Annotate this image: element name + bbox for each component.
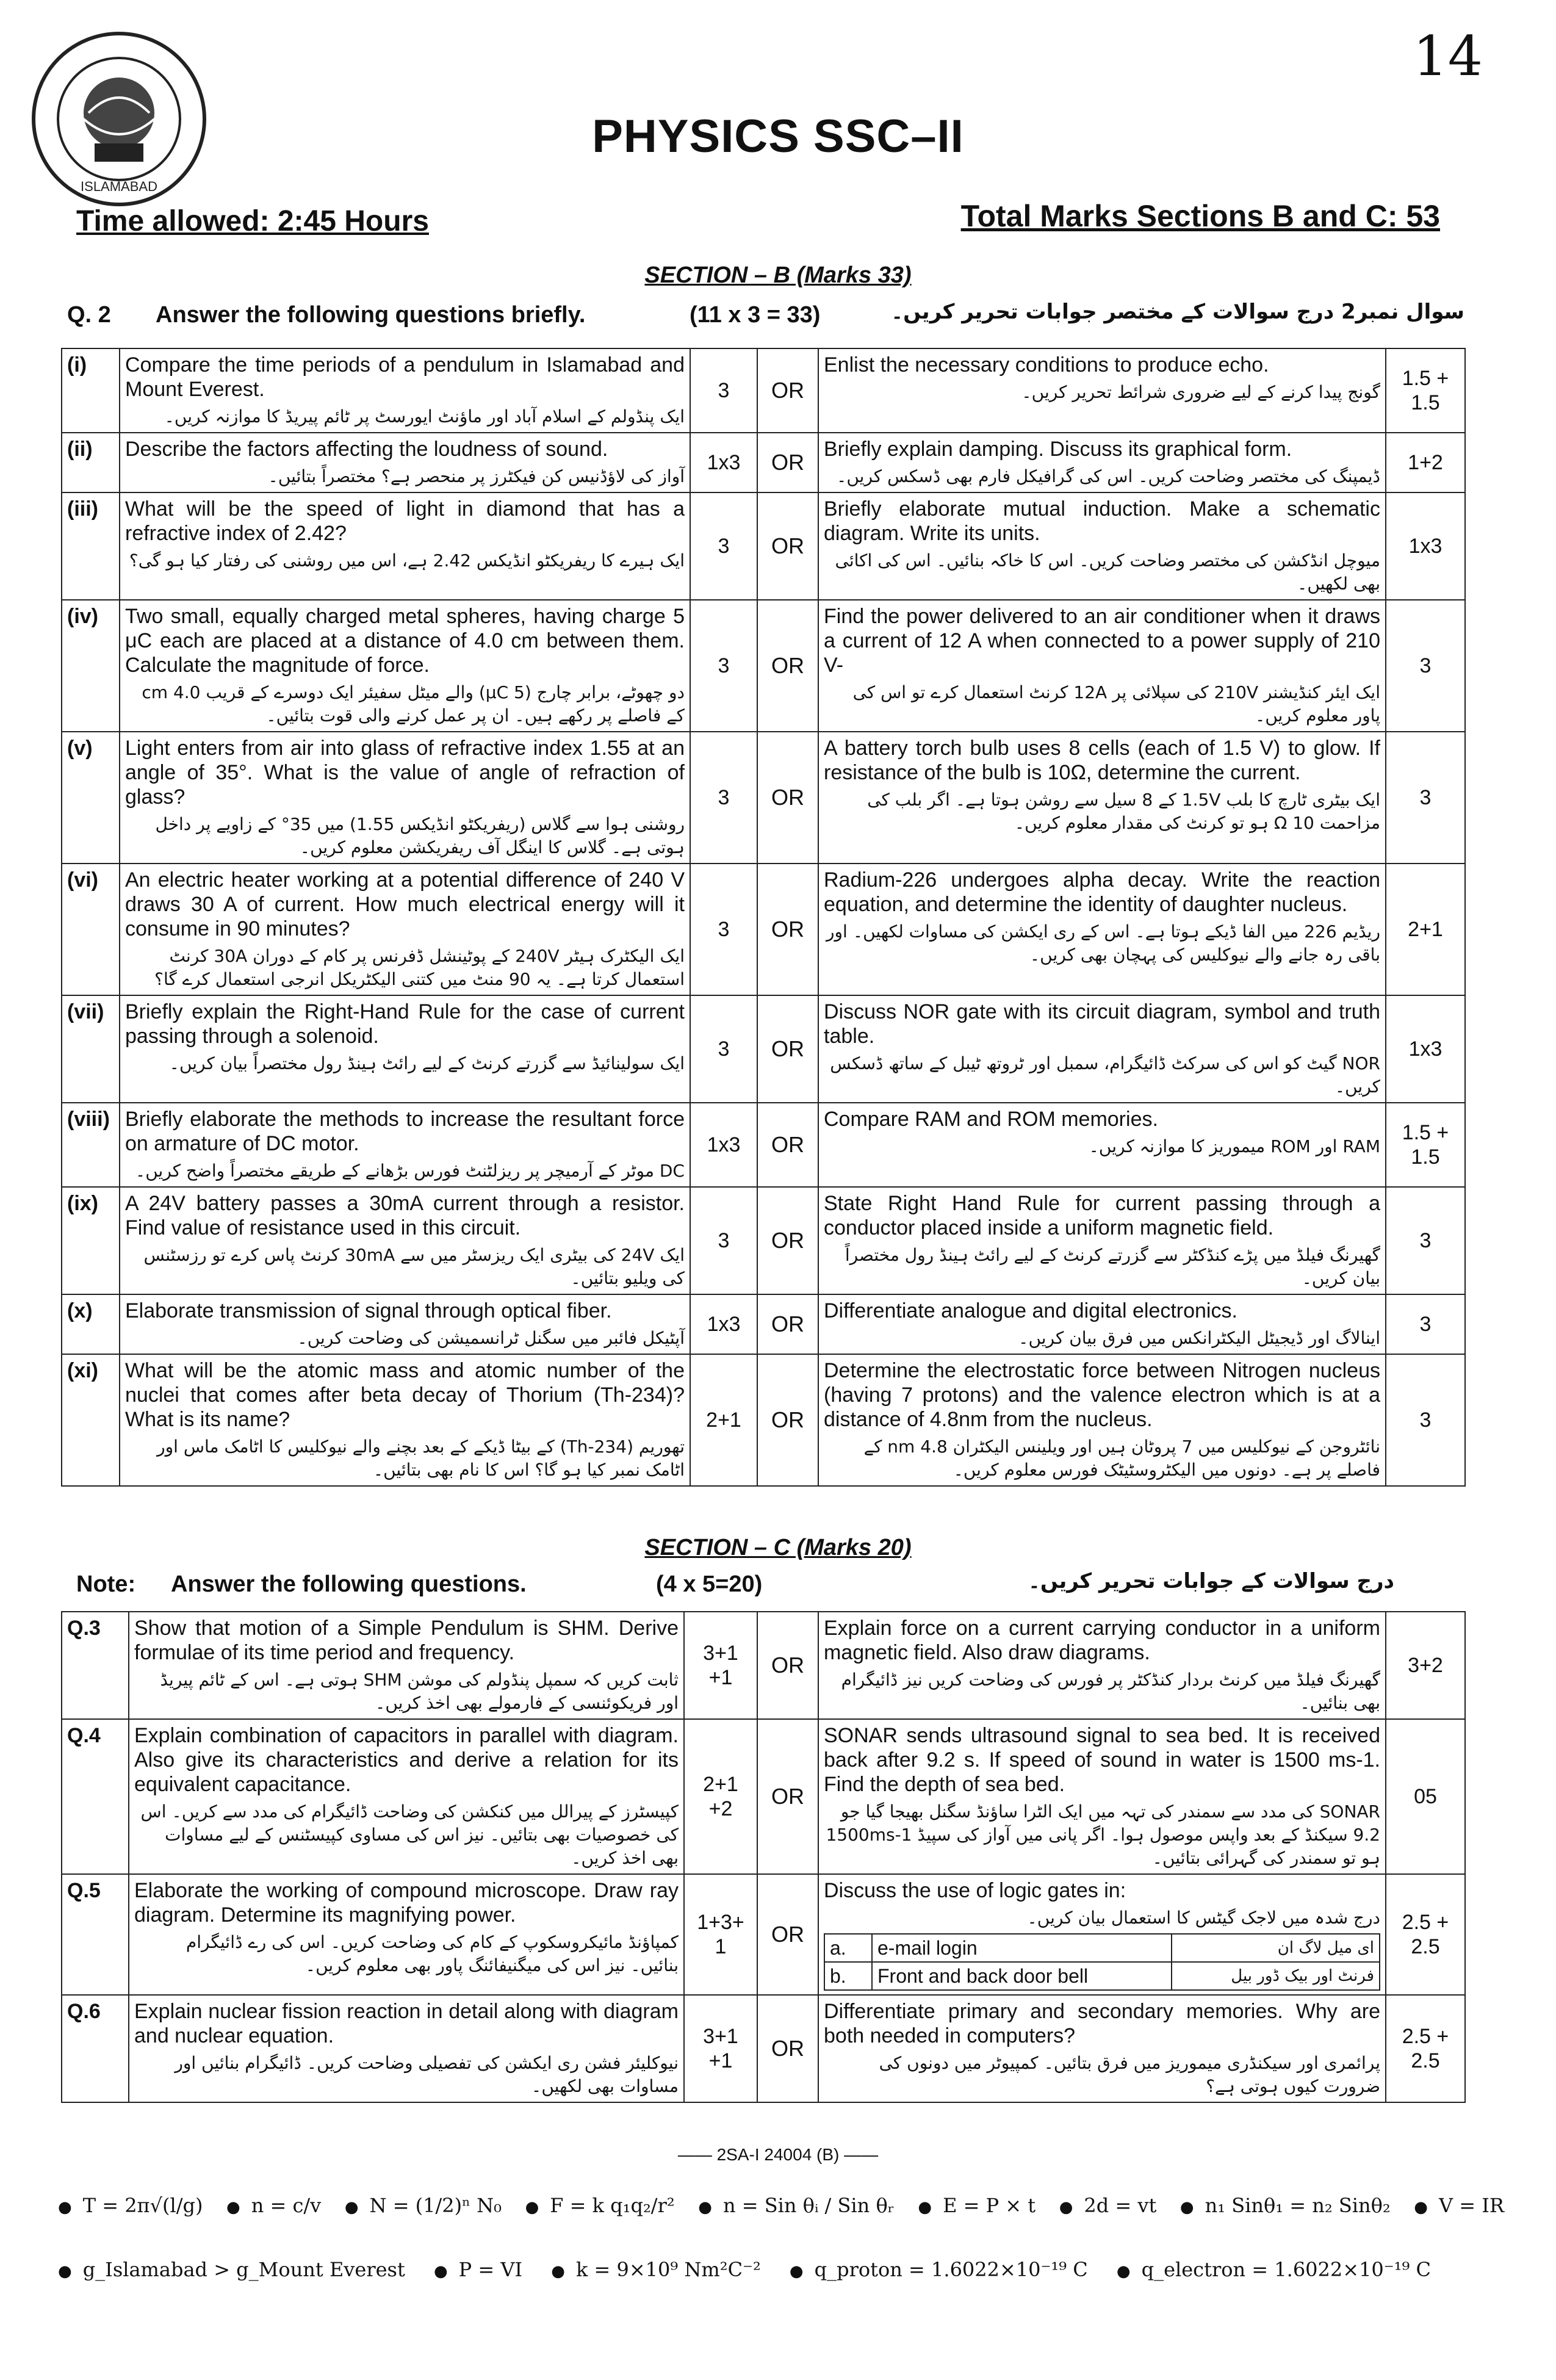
left-marks: 3+1 +1 xyxy=(684,1612,757,1719)
left-marks: 2+1 +2 xyxy=(684,1719,757,1874)
left-question-urdu: نیوکلیئر فشن ری ایکشن کی تفصیلی وضاحت کریں۔ ڈائیگرام بنائیں اور مساوات بھی لکھیں۔ xyxy=(175,2053,679,2096)
right-question xyxy=(818,732,1386,864)
or-label: OR xyxy=(757,1719,818,1874)
or-label: OR xyxy=(757,1874,818,1995)
formula-item xyxy=(698,2194,895,2217)
or-label: OR xyxy=(757,492,818,600)
sub-part-text: e-mail login xyxy=(872,1934,1172,1962)
question-number: Q.4 xyxy=(62,1719,129,1874)
formula-text: q_proton = 1.6022×10⁻¹⁹ C xyxy=(814,2258,1088,2281)
page-number: 14 xyxy=(1413,24,1483,88)
right-question-text: Determine the electrostatic force between Nitrogen nucleus (having 7 protons) and the valence electron which is at a distance of 4.8nm from the nucleus. xyxy=(824,1359,1380,1431)
or-label: OR xyxy=(757,1187,818,1294)
right-question xyxy=(818,1612,1386,1719)
question-number: (ix) xyxy=(62,1187,120,1294)
bullet-icon: ● xyxy=(58,2198,72,2216)
q2-label: Q. 2 xyxy=(67,302,111,328)
formula-text: N = (1/2)ⁿ N₀ xyxy=(369,2194,502,2217)
right-question-text: Discuss the use of logic gates in: xyxy=(824,1879,1126,1902)
right-question-urdu: NOR گیٹ کو اس کی سرکٹ ڈائیگرام، سمبل اور ٹروتھ ٹیبل کے ساتھ ڈسکس کریں۔ xyxy=(830,1053,1380,1097)
left-question xyxy=(120,1103,690,1187)
formula-text: n = c/v xyxy=(251,2194,322,2217)
question-row xyxy=(62,1995,1465,2102)
formula-text: k = 9×10⁹ Nm²C⁻² xyxy=(575,2258,761,2281)
left-question-text: Elaborate the working of compound microscope. Draw ray diagram. Determine its magnifying power. xyxy=(134,1879,679,1927)
question-row xyxy=(62,1874,1465,1995)
section-c-marks: (4 x 5=20) xyxy=(656,1571,763,1597)
left-question-text: Briefly elaborate the methods to increase the resultant force on armature of DC motor. xyxy=(125,1108,685,1155)
paper-title: PHYSICS SSC–II xyxy=(592,110,964,162)
question-row xyxy=(62,864,1465,995)
formula-item xyxy=(1414,2194,1504,2217)
section-b-heading: SECTION – B (Marks 33) xyxy=(644,262,912,288)
q2-instruction: Answer the following questions briefly. xyxy=(156,302,586,328)
left-question xyxy=(120,995,690,1103)
section-c-table xyxy=(61,1611,1466,2103)
right-marks: 1+2 xyxy=(1386,433,1465,492)
right-question-urdu: پرائمری اور سیکنڈری میموریز میں فرق بتائیں۔ کمپیوٹر میں دونوں کی ضرورت کیوں ہوتی ہے؟ xyxy=(879,2053,1380,2096)
question-number: (x) xyxy=(62,1294,120,1354)
left-question-urdu: تھوریم (Th-234) کے بیٹا ڈیکے کے بعد بچنے والے نیوکلیس کا اٹامک ماس اور اٹامک نمبر کیا ہو گا؟ اس کا نام بھی بتائیں۔ xyxy=(157,1437,685,1480)
left-question-urdu: ایک 24V کی بیٹری ایک ریزسٹر میں سے 30mA کرنٹ پاس کرے تو رزسٹنس کی ویلیو بتائیں۔ xyxy=(143,1245,685,1288)
formula-item xyxy=(1180,2194,1391,2217)
left-marks: 1+3+ 1 xyxy=(684,1874,757,1995)
right-question xyxy=(818,1995,1386,2102)
question-row xyxy=(62,1294,1465,1354)
q2-urdu-instruction: سوال نمبر2 درج سوالات کے مختصر جوابات تحریر کریں۔ xyxy=(891,300,1464,324)
bullet-icon: ● xyxy=(58,2262,72,2281)
right-question xyxy=(818,1103,1386,1187)
left-question xyxy=(120,1354,690,1486)
left-question-urdu: دو چھوٹے، برابر چارج (5 μC) والے میٹل سفیئر ایک دوسرے کے قریب 4.0 cm کے فاصلے پر رکھے ہیں۔ ان پر عمل کرنے والی قوت بتائیں۔ xyxy=(142,682,685,726)
right-marks: 3 xyxy=(1386,1354,1465,1486)
left-marks: 3 xyxy=(690,732,757,864)
or-label: OR xyxy=(757,1294,818,1354)
or-label: OR xyxy=(757,433,818,492)
right-question-urdu: درج شدہ میں لاجک گیٹس کا استعمال بیان کریں۔ xyxy=(1027,1908,1380,1928)
left-marks: 1x3 xyxy=(690,1294,757,1354)
right-marks: 1x3 xyxy=(1386,995,1465,1103)
bullet-icon: ● xyxy=(918,2198,932,2216)
total-marks: Total Marks Sections B and C: 53 xyxy=(960,199,1440,233)
formula-row-2 xyxy=(58,2258,1431,2281)
formula-item xyxy=(790,2258,1088,2281)
left-question-text: An electric heater working at a potential difference of 240 V draws 30 A of current. How much electrical energy will it consume in 90 minutes? xyxy=(125,868,685,940)
question-row xyxy=(62,492,1465,600)
sub-part-urdu: فرنٹ اور بیک ڈور بیل xyxy=(1172,1962,1380,1990)
left-question xyxy=(120,433,690,492)
left-question-text: What will be the atomic mass and atomic number of the nuclei that comes after beta decay of Thorium (Th-234)? What is its name? xyxy=(125,1359,685,1431)
formula-text: V = IR xyxy=(1438,2194,1504,2217)
right-marks: 05 xyxy=(1386,1719,1465,1874)
paper-code: —— 2SA-I 24004 (B) —— xyxy=(677,2145,879,2164)
right-question-urdu: گونج پیدا کرنے کے لیے ضروری شرائط تحریر کریں۔ xyxy=(1021,382,1380,402)
formula-item xyxy=(525,2194,675,2217)
formula-text: g_Islamabad > g_Mount Everest xyxy=(82,2258,405,2281)
question-number: (i) xyxy=(62,348,120,433)
formula-text: 2d = vt xyxy=(1084,2194,1157,2217)
right-question-text: SONAR sends ultrasound signal to sea bed. It is received back after 9.2 s. If speed of sound in water is 1500 ms-1. Find the depth of sea bed. xyxy=(824,1724,1380,1796)
formula-item xyxy=(434,2258,522,2281)
left-marks: 1x3 xyxy=(690,1103,757,1187)
bullet-icon: ● xyxy=(525,2198,539,2216)
left-marks: 3 xyxy=(690,600,757,732)
right-marks: 1x3 xyxy=(1386,492,1465,600)
question-row xyxy=(62,600,1465,732)
right-question xyxy=(818,600,1386,732)
sub-part-row xyxy=(824,1934,1380,1962)
right-marks: 3 xyxy=(1386,732,1465,864)
right-question-urdu: SONAR کی مدد سے سمندر کی تہہ میں ایک الٹرا ساؤنڈ سگنل بھیجا گیا جو 9.2 سیکنڈ کے بعد واپس موصول ہوا۔ اگر پانی میں آواز کی سپیڈ 1500ms-1 ہو تو سمندر کی گہرائی بتائیں۔ xyxy=(826,1801,1380,1868)
or-label: OR xyxy=(757,1995,818,2102)
right-marks: 3 xyxy=(1386,1294,1465,1354)
right-question-text: Differentiate analogue and digital electronics. xyxy=(824,1299,1237,1322)
right-question-text: Radium-226 undergoes alpha decay. Write the reaction equation, and determine the identity of daughter nucleus. xyxy=(824,868,1380,916)
right-question-urdu: ریڈیم 226 میں الفا ڈیکے ہوتا ہے۔ اس کے ری ایکشن کی مساوات لکھیں۔ اور باقی رہ جانے والے نیوکلیس کی پہچان بھی کریں۔ xyxy=(826,921,1380,965)
or-label: OR xyxy=(757,1612,818,1719)
or-label: OR xyxy=(757,732,818,864)
right-question-text: Discuss NOR gate with its circuit diagram, symbol and truth table. xyxy=(824,1000,1380,1048)
formula-item xyxy=(226,2194,321,2217)
question-number: (v) xyxy=(62,732,120,864)
left-question xyxy=(129,1874,684,1995)
question-row xyxy=(62,1187,1465,1294)
question-row xyxy=(62,433,1465,492)
formula-item xyxy=(1117,2258,1431,2281)
formula-text: q_electron = 1.6022×10⁻¹⁹ C xyxy=(1141,2258,1431,2281)
right-question-urdu: اینالاگ اور ڈیجیٹل الیکٹرانکس میں فرق بیان کریں۔ xyxy=(1018,1328,1380,1348)
formula-item xyxy=(918,2194,1036,2217)
section-c-heading: SECTION – C (Marks 20) xyxy=(644,1535,912,1560)
left-question-text: Explain combination of capacitors in parallel with diagram. Also give its characteristics and derive a relation for its equivalent capacitance. xyxy=(134,1724,679,1796)
right-question-urdu: گھیرنگ فیلڈ میں پڑے کنڈکٹر سے گزرتے کرنٹ کے لیے رائٹ ہینڈ رول مختصراً بیان کریں۔ xyxy=(845,1245,1380,1288)
left-question-text: Elaborate transmission of signal through optical fiber. xyxy=(125,1299,612,1322)
formula-text: n = Sin θᵢ / Sin θᵣ xyxy=(722,2194,895,2217)
formula-text: T = 2π√(l/g) xyxy=(82,2194,203,2217)
or-label: OR xyxy=(757,1103,818,1187)
sub-part-row xyxy=(824,1962,1380,1990)
bullet-icon: ● xyxy=(433,2262,448,2281)
sub-part-urdu: ای میل لاگ ان xyxy=(1172,1934,1380,1962)
right-question-text: State Right Hand Rule for current passing through a conductor placed inside a uniform magnetic field. xyxy=(824,1192,1380,1239)
left-marks: 3+1 +1 xyxy=(684,1995,757,2102)
sub-parts-table xyxy=(824,1933,1380,1991)
right-question-text: Differentiate primary and secondary memories. Why are both needed in computers? xyxy=(824,2000,1380,2047)
left-question-text: A 24V battery passes a 30mA current through a resistor. Find value of resistance used in this circuit. xyxy=(125,1192,685,1239)
right-question-urdu: ایک بیٹری ٹارچ کا بلب 1.5V کے 8 سیل سے روشن ہوتا ہے۔ اگر بلب کی مزاحمت 10 Ω ہو تو کرنٹ کی مقدار معلوم کریں۔ xyxy=(867,790,1380,833)
right-question-text: A battery torch bulb uses 8 cells (each of 1.5 V) to glow. If resistance of the bulb is 10Ω, determine the current. xyxy=(824,737,1380,784)
question-number: (vii) xyxy=(62,995,120,1103)
sub-part-label: b. xyxy=(824,1962,872,1990)
right-question xyxy=(818,995,1386,1103)
left-marks: 3 xyxy=(690,864,757,995)
right-question xyxy=(818,1874,1386,1995)
left-question-text: Describe the factors affecting the loudness of sound. xyxy=(125,438,608,461)
left-question-urdu: ایک پنڈولم کے اسلام آباد اور ماؤنٹ ایورسٹ پر ٹائم پیریڈ کا موازنہ کریں۔ xyxy=(164,406,685,427)
right-question xyxy=(818,1294,1386,1354)
or-label: OR xyxy=(757,348,818,433)
bullet-icon: ● xyxy=(698,2198,712,2216)
right-question-urdu: ڈیمپنگ کی مختصر وضاحت کریں۔ اس کی گرافیکل فارم بھی ڈسکس کریں۔ xyxy=(836,466,1380,486)
question-row xyxy=(62,1612,1465,1719)
left-question-urdu: ایک ہیرے کا ریفریکٹو انڈیکس 2.42 ہے، اس میں روشنی کی رفتار کیا ہو گی؟ xyxy=(129,550,685,571)
right-question xyxy=(818,864,1386,995)
left-question-text: Briefly explain the Right-Hand Rule for the case of current passing through a solenoid. xyxy=(125,1000,685,1048)
left-question xyxy=(129,1719,684,1874)
right-question-text: Explain force on a current carrying conductor in a uniform magnetic field. Also draw diagrams. xyxy=(824,1617,1380,1664)
right-question xyxy=(818,348,1386,433)
or-label: OR xyxy=(757,1354,818,1486)
left-question xyxy=(120,864,690,995)
right-marks: 1.5 + 1.5 xyxy=(1386,1103,1465,1187)
bullet-icon: ● xyxy=(1116,2262,1131,2281)
sub-part-text: Front and back door bell xyxy=(872,1962,1172,1990)
right-marks: 2.5 + 2.5 xyxy=(1386,1874,1465,1995)
right-marks: 2.5 + 2.5 xyxy=(1386,1995,1465,2102)
note-label: Note: xyxy=(76,1571,136,1597)
or-label: OR xyxy=(757,995,818,1103)
bullet-icon: ● xyxy=(1180,2198,1194,2216)
question-row xyxy=(62,348,1465,433)
or-label: OR xyxy=(757,864,818,995)
right-question-urdu: ایک ایئر کنڈیشنر 210V کی سپلائی پر 12A کرنٹ استعمال کرے تو اس کی پاور معلوم کریں۔ xyxy=(852,682,1380,726)
right-question-text: Find the power delivered to an air conditioner when it draws a current of 12 A when connected to a power supply of 210 V- xyxy=(824,605,1380,677)
bullet-icon: ● xyxy=(344,2198,359,2216)
section-c-urdu-instruction: درج سوالات کے جوابات تحریر کریں۔ xyxy=(1028,1569,1394,1593)
bullet-icon: ● xyxy=(789,2262,804,2281)
right-question xyxy=(818,1187,1386,1294)
formula-text: P = VI xyxy=(458,2258,523,2281)
right-question-text: Briefly explain damping. Discuss its graphical form. xyxy=(824,438,1292,461)
left-question xyxy=(120,732,690,864)
question-number: (iii) xyxy=(62,492,120,600)
bullet-icon: ● xyxy=(226,2198,240,2216)
left-marks: 2+1 xyxy=(690,1354,757,1486)
right-question-urdu: میوچل انڈکشن کی مختصر وضاحت کریں۔ اس کا خاکہ بنائیں۔ اس کی اکائی بھی لکھیں۔ xyxy=(835,550,1380,594)
right-question-text: Briefly elaborate mutual induction. Make a schematic diagram. Write its units. xyxy=(824,497,1380,545)
right-question-text: Enlist the necessary conditions to produce echo. xyxy=(824,353,1269,377)
left-question-urdu: DC موٹر کے آرمیچر پر ریزلٹنٹ فورس بڑھانے کے طریقے مختصراً واضح کریں۔ xyxy=(135,1161,685,1181)
right-marks: 1.5 + 1.5 xyxy=(1386,348,1465,433)
left-marks: 3 xyxy=(690,1187,757,1294)
question-number: Q.3 xyxy=(62,1612,129,1719)
formula-row-1 xyxy=(58,2194,1504,2217)
left-question-urdu: آپٹیکل فائبر میں سگنل ٹرانسمیشن کی وضاحت کریں۔ xyxy=(297,1328,685,1348)
right-marks: 3 xyxy=(1386,1187,1465,1294)
right-question xyxy=(818,1719,1386,1874)
formula-item xyxy=(551,2258,761,2281)
question-number: (ii) xyxy=(62,433,120,492)
left-question xyxy=(129,1612,684,1719)
question-row xyxy=(62,995,1465,1103)
question-number: (xi) xyxy=(62,1354,120,1486)
left-question-text: Compare the time periods of a pendulum in Islamabad and Mount Everest. xyxy=(125,353,685,401)
formula-item xyxy=(345,2194,502,2217)
left-question-urdu: ایک سولینائیڈ سے گزرتے کرنٹ کے لیے رائٹ ہینڈ رول مختصراً بیان کریں۔ xyxy=(169,1053,685,1073)
left-marks: 1x3 xyxy=(690,433,757,492)
section-b-table xyxy=(61,348,1466,1487)
question-number: (viii) xyxy=(62,1103,120,1187)
left-marks: 3 xyxy=(690,492,757,600)
question-row xyxy=(62,1719,1465,1874)
right-question xyxy=(818,1354,1386,1486)
left-question xyxy=(120,492,690,600)
left-question-text: What will be the speed of light in diamond that has a refractive index of 2.42? xyxy=(125,497,685,545)
left-question-urdu: ایک الیکٹرک ہیٹر 240V کے پوٹینشل ڈفرنس پر کام کے دوران 30A کرنٹ استعمال کرتا ہے۔ یہ 90 منٹ میں کتنی الیکٹریکل انرجی استعمال کرے گا؟ xyxy=(154,946,685,989)
bullet-icon: ● xyxy=(551,2262,565,2281)
bullet-icon: ● xyxy=(1414,2198,1428,2216)
question-number: (vi) xyxy=(62,864,120,995)
question-number: (iv) xyxy=(62,600,120,732)
right-marks: 3 xyxy=(1386,600,1465,732)
right-marks: 3+2 xyxy=(1386,1612,1465,1719)
left-question-text: Explain nuclear fission reaction in detail along with diagram and nuclear equation. xyxy=(134,2000,679,2047)
left-question-text: Show that motion of a Simple Pendulum is SHM. Derive formulae of its time period and frequency. xyxy=(134,1617,679,1664)
left-question xyxy=(129,1995,684,2102)
right-question xyxy=(818,433,1386,492)
formula-text: F = k q₁q₂/r² xyxy=(550,2194,675,2217)
question-row xyxy=(62,1103,1465,1187)
question-number: Q.6 xyxy=(62,1995,129,2102)
formula-item xyxy=(58,2258,405,2281)
section-c-instruction: Answer the following questions. xyxy=(171,1571,527,1597)
right-question-text: Compare RAM and ROM memories. xyxy=(824,1108,1158,1131)
formula-text: n₁ Sinθ₁ = n₂ Sinθ₂ xyxy=(1205,2194,1391,2217)
left-marks: 3 xyxy=(690,348,757,433)
left-question-text: Two small, equally charged metal spheres, having charge 5 μC each are placed at a distance of 4.0 cm between them. Calculate the magnitude of force. xyxy=(125,605,685,677)
question-row xyxy=(62,732,1465,864)
svg-text:ISLAMABAD: ISLAMABAD xyxy=(81,179,157,194)
right-question xyxy=(818,492,1386,600)
or-label: OR xyxy=(757,600,818,732)
left-question xyxy=(120,348,690,433)
formula-item xyxy=(58,2194,203,2217)
left-marks: 3 xyxy=(690,995,757,1103)
left-question-urdu: کپیسٹرز کے پیرالل میں کنکشن کی وضاحت ڈائیگرام کی مدد سے کریں۔ اس کی خصوصیات بھی بتائیں۔ نیز اس کی مساوی کپیسٹنس کے لیے مساوات بھی اخذ کریں۔ xyxy=(140,1801,679,1868)
left-question-urdu: کمپاؤنڈ مائیکروسکوپ کے کام کی وضاحت کریں۔ اس کی رے ڈائیگرام بنائیں۔ نیز اس کی میگنیفائنگ پاور بھی معلوم کریں۔ xyxy=(185,1932,679,1975)
bullet-icon: ● xyxy=(1059,2198,1073,2216)
right-question-urdu: نائٹروجن کے نیوکلیس میں 7 پروٹان ہیں اور ویلینس الیکٹران 4.8 nm کے فاصلے پر ہے۔ دونوں میں الیکٹروسٹیٹک فورس معلوم کریں۔ xyxy=(863,1437,1380,1480)
left-question xyxy=(120,600,690,732)
right-question-urdu: گھیرنگ فیلڈ میں کرنٹ بردار کنڈکٹر پر فورس کی وضاحت کریں نیز ڈائیگرام بھی بنائیں۔ xyxy=(841,1670,1380,1713)
left-question-urdu: ثابت کریں کہ سمپل پنڈولم کی موشن SHM ہوتی ہے۔ اس کے ٹائم پیریڈ اور فریکوئنسی کے فارمولے بھی اخذ کریں۔ xyxy=(160,1670,679,1713)
question-row xyxy=(62,1354,1465,1486)
right-marks: 2+1 xyxy=(1386,864,1465,995)
left-question-urdu: روشنی ہوا سے گلاس (ریفریکٹو انڈیکس 1.55) میں 35° کے زاویے پر داخل ہوتی ہے۔ گلاس کا اینگل آف ریفریکشن معلوم کریں۔ xyxy=(155,814,685,857)
left-question xyxy=(120,1294,690,1354)
q2-marks: (11 x 3 = 33) xyxy=(690,302,821,328)
left-question xyxy=(120,1187,690,1294)
question-number: Q.5 xyxy=(62,1874,129,1995)
right-question-urdu: RAM اور ROM میموریز کا موازنہ کریں۔ xyxy=(1089,1136,1380,1156)
time-allowed: Time allowed: 2:45 Hours xyxy=(76,205,429,237)
formula-text: E = P × t xyxy=(943,2194,1036,2217)
sub-part-label: a. xyxy=(824,1934,872,1962)
left-question-urdu: آواز کی لاؤڈنیس کن فیکٹرز پر منحصر ہے؟ مختصراً بتائیں۔ xyxy=(268,466,685,486)
formula-item xyxy=(1059,2194,1157,2217)
left-question-text: Light enters from air into glass of refractive index 1.55 at an angle of 35°. What is the value of angle of refraction of glass? xyxy=(125,737,685,809)
